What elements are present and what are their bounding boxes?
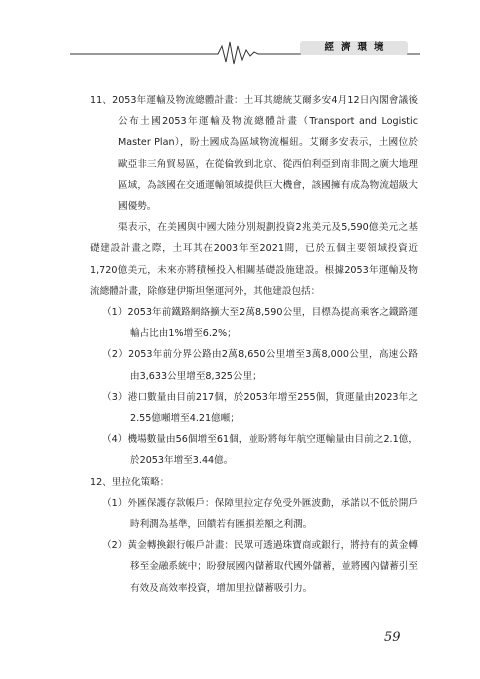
list-item-railway: （1）2053年前鐵路網絡擴大至2萬8,590公里，目標為提高乘客之鐵路運輸占比由1%增至6.2%；	[102, 307, 418, 340]
lira-strategy-list	[90, 493, 418, 599]
list-item-fx-deposit: （1）外匯保護存款帳戶：保障里拉定存免受外匯波動，承諾以不低於開戶時利潤為基準，回饋若有匯損差額之利潤。	[102, 497, 418, 531]
page-header	[0, 38, 480, 68]
list-item-gold-account: （2）黃金轉換銀行帳戶計畫：民眾可透過珠寶商或銀行，將持有的黃金轉移至金融系統中；盼發展國內儲蓄取代國外儲蓄，並將國內儲蓄引至有效及高效率投資，增加里拉儲蓄吸引力。	[102, 540, 418, 594]
infrastructure-list	[90, 302, 418, 472]
list-item-ports: （3）港口數量由目前217個，於2053年增至255個，貨運量由2023年之2.55億噸增至4.21億噸；	[102, 391, 418, 425]
page-number: 59	[384, 630, 401, 645]
document-body	[90, 90, 418, 599]
section-label: 經濟環境	[300, 41, 408, 55]
item-11: 11、2053年運輸及物流總體計畫：土耳其總統艾爾多安4月12日內閣會議後公布土國2053年運輸及物流總體計畫（Transport and Logistic Master Plan），盼土國成為區域物流樞紐。艾爾多安表示，土國位於歐亞非三角貿易區，在從倫敦到北京、從西伯利亞到南非間之廣大地理區域，為該國在交通運輸領域提供巨大機會，該國擁有成為物流超級大國優勢。	[90, 95, 418, 213]
paragraph-infrastructure: 渠表示，在美國與中國大陸分別規劃投資2兆美元及5,590億美元之基礎建設計畫之際，土耳其在2003年至2021間，已於五個主要領域投資近1,720億美元，未來亦將積極投入相關基礎設施建設。根據2053年運輸及物流總體計畫，除修建伊斯坦堡運河外，其他建設包括：	[90, 222, 418, 297]
list-item-airports: （4）機場數量由56個增至61個，並盼將每年航空運輸量由目前之2.1億，於2053年增至3.44億。	[102, 434, 418, 467]
heartbeat-line-decoration	[0, 38, 480, 68]
list-item-highway: （2）2053年前分界公路由2萬8,650公里增至3萬8,000公里，高速公路由3,633公里增至8,325公里；	[102, 349, 418, 382]
item-12: 12、里拉化策略：	[90, 476, 170, 488]
